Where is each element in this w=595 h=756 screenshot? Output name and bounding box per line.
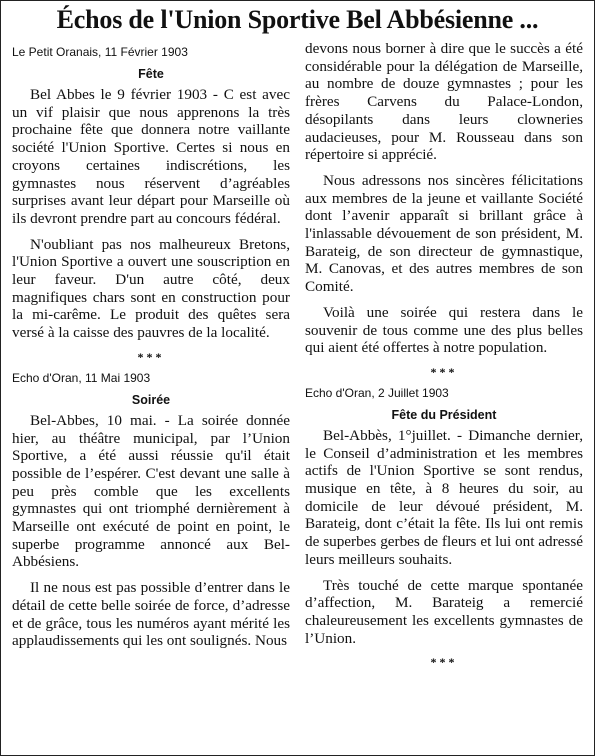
article-heading: Soirée — [131, 392, 171, 407]
right-column — [305, 40, 583, 675]
article-paragraph: N'oubliant pas nos malheureux Bretons, l'Union Sportive a ouvert une souscription en leur faveur. D'un autre côté, deux magnifiques chars sont en construction pour la mi-carême. Le produit des quêtes sera versé à la caisse des pauvres de la localité. — [12, 235, 290, 342]
page-title: Échos de l'Union Sportive Bel Abbésienne ... — [56, 5, 539, 34]
article-paragraph: Bel-Abbes, 10 mai. - La soirée donnée hier, au théâtre municipal, par l’Union Sportive, a été aussi réussie qu'il était possible de l’espérer. C'est devant une salle à peu près comble que les excellents gymnastes qui ont triomphé dernièrement à Marseille ont exécuté de point en point, le superbe programme annoncé aux Bel-Abbésiens. — [12, 411, 290, 571]
article-paragraph: devons nous borner à dire que le succès a été considérable pour la délégation de Marseille, au nombre de douze gymnastes ; pour les frères Carvens du Palace-London, désopilants dans leurs clowneries audacieuses, pour M. Rousseau dans son répertoire si apprécié. — [305, 40, 583, 164]
article-paragraph: Bel Abbes le 9 février 1903 - C est avec un vif plaisir que nous apprenons la très prochaine fête que donnera notre vaillante société l'Union Sportive. Certes si nous en croyons certaines indiscrétions, les gymnastes nous réservent d’agréables surprises avant leur départ pour Marseille où ils devront prendre part au concours fédéral. — [12, 86, 290, 227]
column-divider — [297, 42, 298, 750]
section-separator: *** — [137, 349, 165, 364]
article-heading: Fête — [138, 67, 164, 81]
left-column — [12, 44, 290, 658]
article-paragraph: Voilà une soirée qui restera dans le souvenir de tous comme une des plus belles qui aient été offertes à notre population. — [305, 303, 583, 357]
section-separator: *** — [430, 364, 458, 379]
article-paragraph: Bel-Abbès, 1°juillet. - Dimanche dernier, le Conseil d’administration et les membres actifs de l'Union Sportive se sont rendus, musique en tête, à 8 heures du soir, au domicile de leur dévoué président, M. Barateig, dont c’était la fête. Ils lui ont remis de superbes gerbes de fleurs et lui ont adressé leurs meilleurs souhaits. — [305, 426, 583, 568]
article-heading: Fête du Président — [391, 407, 497, 422]
section-separator: *** — [430, 655, 458, 670]
article-paragraph: Nous adressons nos sincères félicitations aux membres de la jeune et vaillante Société dont l’avenir apparaît si brillant grâce à l'inlassable dévouement de son président, M. Barateig, de son directeur de gymnastique, M. Canovas, et des autres membres de son Comité. — [305, 171, 583, 296]
article-source: Le Petit Oranais, 11 Février 1903 — [12, 45, 188, 59]
article-source: Echo d'Oran, 2 Juillet 1903 — [305, 385, 449, 400]
article-paragraph: Il ne nous est pas possible d’entrer dans le détail de cette belle soirée de force, d’adresse et de grâce, tous les numéros ayant mérité les applaudissements qui les ont soulignés. Nous — [12, 579, 290, 650]
article-paragraph: Très touché de cette marque spontanée d’affection, M. Barateig a remercié chaleureusement les excellents gymnastes de l’Union. — [305, 576, 583, 647]
article-source: Echo d'Oran, 11 Mai 1903 — [12, 370, 151, 385]
